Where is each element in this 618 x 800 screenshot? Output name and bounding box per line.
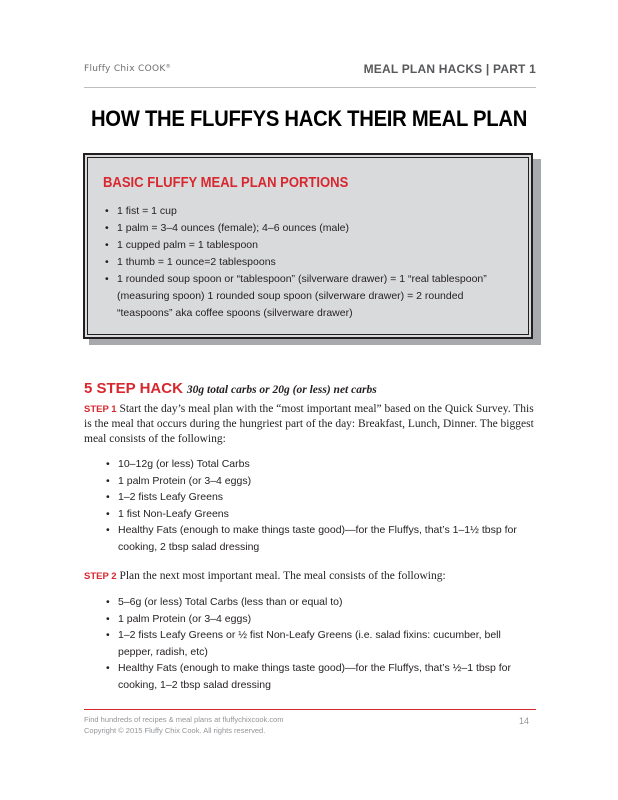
step-2-paragraph <box>84 569 534 584</box>
portions-heading: BASIC FLUFFY MEAL PLAN PORTIONS <box>103 175 349 191</box>
list-item: • 1–2 fists Leafy Greens <box>104 489 534 506</box>
list-item: • 5–6g (or less) Total Carbs (less than or equal to) <box>104 594 534 611</box>
step-1-list <box>104 456 534 555</box>
list-item: • 1 palm = 3–4 ounces (female); 4–6 ounces (male) <box>103 220 513 237</box>
step-1-text: Start the day’s meal plan with the “most important meal” based on the Quick Survey. This is the meal that occurs during the hungriest part of the day: Breakfast, Lunch, Dinner. The biggest meal consists of the following: <box>84 403 534 445</box>
hack-subheading: 30g total carbs or 20g (or less) net carbs <box>186 384 377 396</box>
hack-heading <box>84 372 377 400</box>
page-header <box>84 62 536 82</box>
list-item: • 1 palm Protein (or 3–4 eggs) <box>104 473 534 490</box>
footer-website-line: Find hundreds of recipes & meal plans at fluffychixcook.com <box>84 715 284 724</box>
step-1-paragraph <box>84 402 534 447</box>
list-item: • 1 palm Protein (or 3–4 eggs) <box>104 611 534 628</box>
list-item: • 1 fist = 1 cup <box>103 203 513 220</box>
hack-heading-label: 5 STEP HACK <box>84 380 183 397</box>
portions-box <box>83 153 533 339</box>
list-item: • 1 cupped palm = 1 tablespoon <box>103 237 513 254</box>
list-item: • 1 thumb = 1 ounce=2 tablespoons <box>103 254 513 271</box>
brand-logo-text: Fluffy Chix COOK <box>84 64 166 74</box>
list-item: • 1 fist Non-Leafy Greens <box>104 506 534 523</box>
header-divider <box>84 87 536 88</box>
list-item: • Healthy Fats (enough to make things taste good)—for the Fluffys, that’s ½–1 tbsp for cooking, 1–2 tbsp salad dressing <box>104 660 534 693</box>
footer-copyright: Copyright © 2015 Fluffy Chix Cook. All rights reserved. <box>84 726 266 735</box>
step-2-text: Plan the next most important meal. The meal consists of the following: <box>119 570 446 582</box>
list-item: • 10–12g (or less) Total Carbs <box>104 456 534 473</box>
step-1-label: STEP 1 <box>84 404 117 415</box>
page-number: 14 <box>519 716 530 726</box>
footer-divider <box>84 709 536 710</box>
brand-logo <box>84 64 171 74</box>
step-2-label: STEP 2 <box>84 571 117 582</box>
list-item: • Healthy Fats (enough to make things taste good)—for the Fluffys, that’s 1–1½ tbsp for cooking, 2 tbsp salad dressing <box>104 522 534 555</box>
list-item: • 1–2 fists Leafy Greens or ½ fist Non-Leafy Greens (i.e. salad fixins: cucumber, bell pepper, radish, etc) <box>104 627 534 660</box>
portions-list <box>103 203 513 322</box>
registered-mark: ® <box>165 64 171 70</box>
section-header-title: MEAL PLAN HACKS | PART 1 <box>363 62 536 76</box>
page-title: HOW THE FLUFFYS HACK THEIR MEAL PLAN <box>90 106 528 131</box>
step-2-list <box>104 594 534 693</box>
list-item: • 1 rounded soup spoon or “tablespoon” (silverware drawer) = 1 “real tablespoon” (measuring spoon) 1 rounded soup spoon (silverware drawer) = 2 rounded “teaspoons” aka coffee spoons (silverware drawer) <box>103 271 513 322</box>
